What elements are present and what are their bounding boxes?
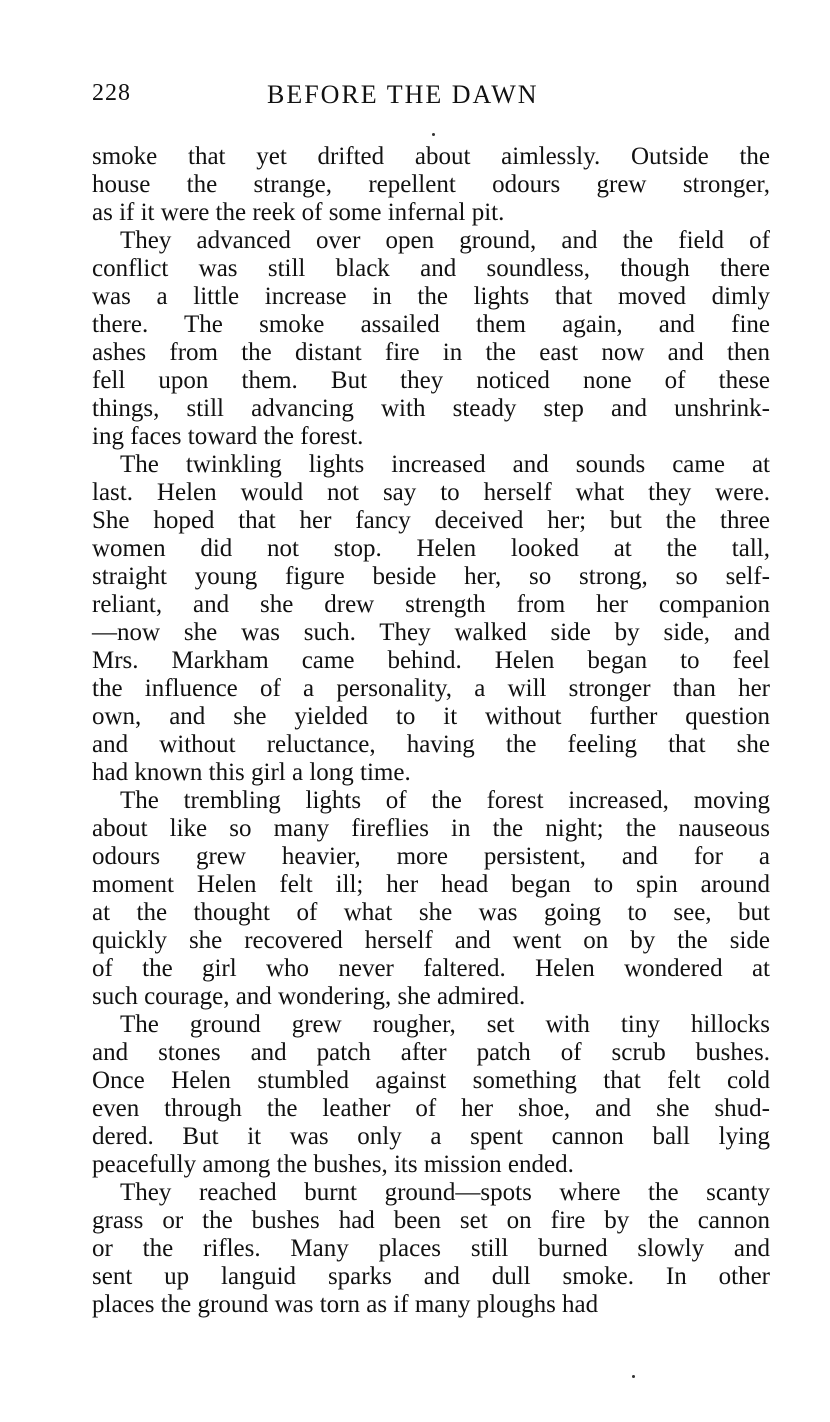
text-line: The trembling lights of the forest increased, moving — [120, 787, 770, 814]
text-line: Once Helen stumbled against something that felt cold — [92, 1067, 770, 1094]
text-line: had known this girl a long time. — [92, 759, 411, 786]
text-line: was a little increase in the lights that moved dimly — [92, 283, 770, 310]
text-line: such courage, and wondering, she admired. — [92, 983, 526, 1010]
paragraph — [92, 1011, 770, 1179]
text-line: places the ground was torn as if many ploughs had — [92, 1291, 599, 1318]
page-number: 228 — [92, 80, 131, 106]
text-line: grass or the bushes had been set on fire by the cannon — [92, 1207, 770, 1234]
text-line: Mrs. Markham came behind. Helen began to feel — [92, 647, 770, 674]
text-line: straight young figure beside her, so strong, so self- — [92, 563, 770, 590]
text-line: house the strange, repellent odours grew stronger, — [92, 171, 770, 198]
text-line: even through the leather of her shoe, and she shud- — [92, 1095, 770, 1122]
text-line: odours grew heavier, more persistent, and for a — [92, 843, 770, 870]
text-line: or the rifles. Many places still burned slowly and — [92, 1235, 770, 1262]
text-line: about like so many fireflies in the night; the nauseous — [92, 815, 770, 842]
text-line: own, and she yielded to it without further question — [92, 703, 770, 730]
paragraph — [92, 787, 770, 1011]
text-line: She hoped that her fancy deceived her; but the three — [92, 507, 770, 534]
paragraph — [92, 1179, 770, 1319]
text-line: conflict was still black and soundless, though there — [92, 255, 770, 282]
speck-mark — [432, 133, 435, 136]
text-line: The twinkling lights increased and sounds came at — [120, 451, 770, 478]
text-line: They advanced over open ground, and the field of — [120, 227, 770, 254]
text-line: moment Helen felt ill; her head began to spin around — [92, 871, 770, 898]
text-line: at the thought of what she was going to see, but — [92, 899, 770, 926]
speck-mark — [632, 1375, 635, 1378]
paragraph — [92, 143, 770, 227]
text-line: and without reluctance, having the feeling that she — [92, 731, 770, 758]
text-line: sent up languid sparks and dull smoke. In other — [92, 1263, 770, 1290]
text-line: last. Helen would not say to herself what they were. — [92, 479, 770, 506]
text-line: reliant, and she drew strength from her companion — [92, 591, 770, 618]
text-line: ing faces toward the forest. — [92, 423, 364, 450]
text-line: They reached burnt ground—spots where the scanty — [120, 1179, 770, 1206]
paragraph — [92, 451, 770, 787]
page-header — [92, 80, 772, 112]
running-head: BEFORE THE DAWN — [267, 80, 539, 109]
text-line: The ground grew rougher, set with tiny hillocks — [120, 1011, 770, 1038]
text-line: smoke that yet drifted about aimlessly. Outside the — [92, 143, 770, 170]
text-line: fell upon them. But they noticed none of these — [92, 367, 770, 394]
text-line: quickly she recovered herself and went on by the side — [92, 927, 770, 954]
body-text — [92, 143, 770, 1319]
text-line: and stones and patch after patch of scrub bushes. — [92, 1039, 770, 1066]
paragraph — [92, 227, 770, 451]
text-line: —now she was such. They walked side by side, and — [92, 619, 770, 646]
text-line: there. The smoke assailed them again, and fine — [92, 311, 770, 338]
text-line: as if it were the reek of some infernal pit. — [92, 199, 505, 226]
text-line: women did not stop. Helen looked at the tall, — [92, 535, 770, 562]
text-line: things, still advancing with steady step and unshrink- — [92, 395, 770, 422]
text-line: dered. But it was only a spent cannon ball lying — [92, 1123, 770, 1150]
text-line: ashes from the distant fire in the east now and then — [92, 339, 770, 366]
text-line: the influence of a personality, a will stronger than her — [92, 675, 770, 702]
text-line: peacefully among the bushes, its mission ended. — [92, 1151, 574, 1178]
text-line: of the girl who never faltered. Helen wondered at — [92, 955, 770, 982]
